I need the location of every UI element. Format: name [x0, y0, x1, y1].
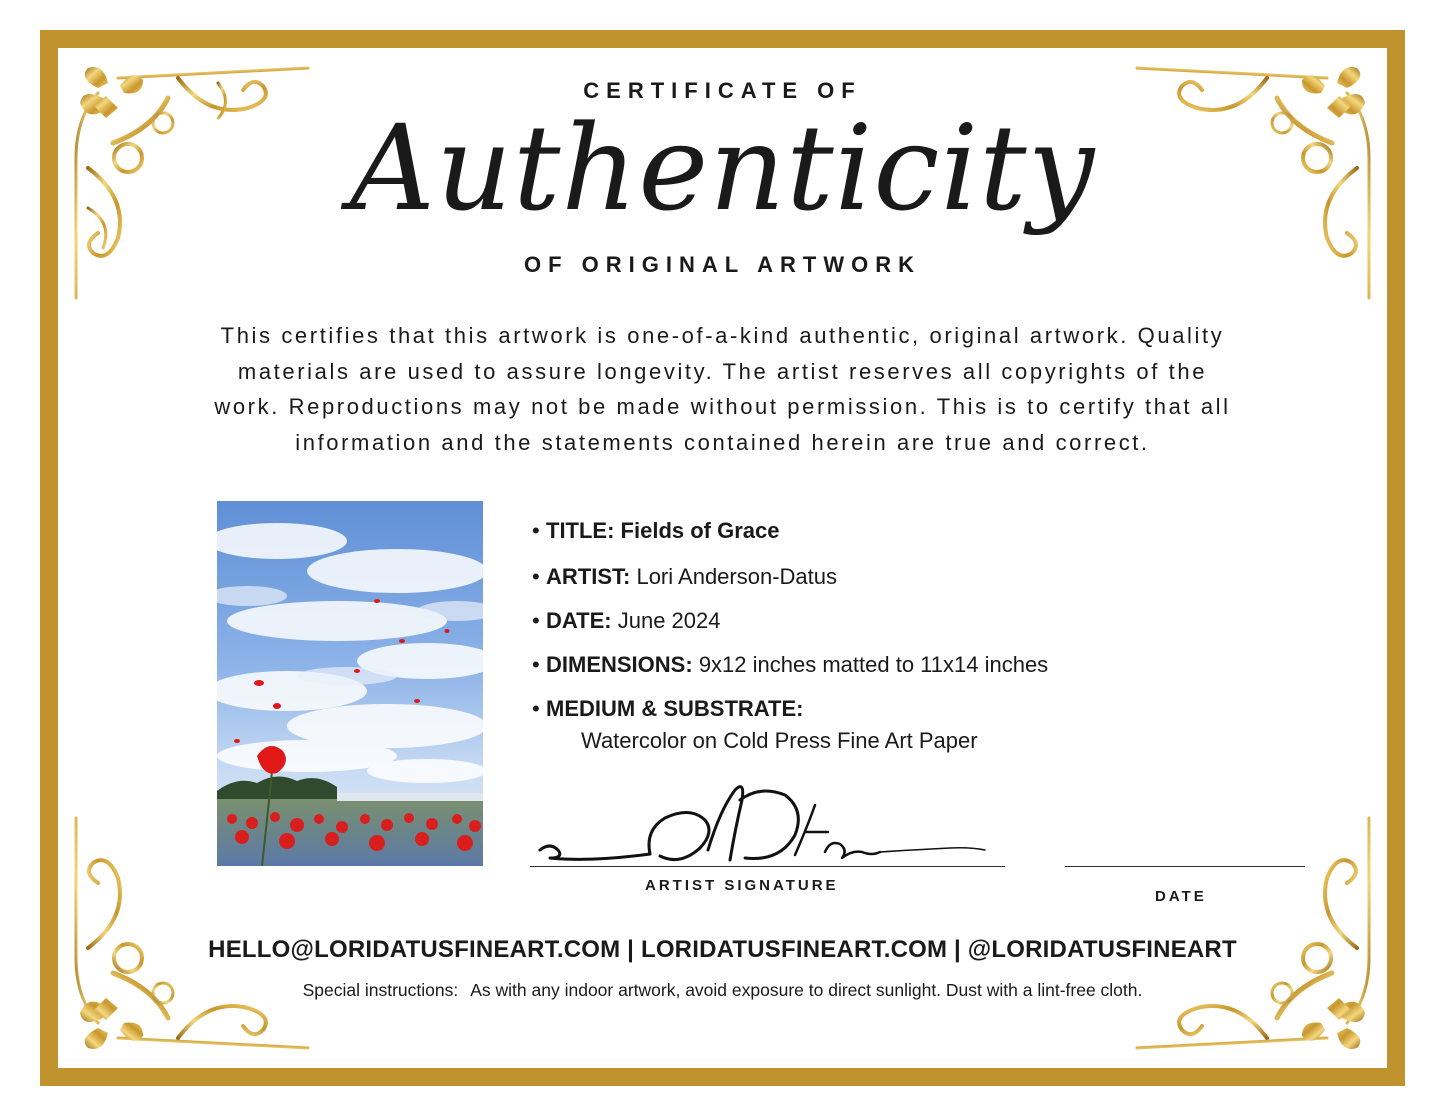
detail-dimensions-label: DIMENSIONS: [546, 652, 693, 677]
detail-artist [532, 562, 1172, 592]
special-instructions-text: As with any indoor artwork, avoid exposure to direct sunlight. Dust with a lint-free cloth. [470, 980, 1143, 1000]
artist-signature-image [530, 770, 1010, 875]
detail-artist-label: ARTIST: [546, 564, 631, 589]
certificate-heading-sub: OF ORIGINAL ARTWORK [524, 252, 921, 277]
detail-medium-value: Watercolor on Cold Press Fine Art Paper [581, 728, 978, 753]
artwork-image [217, 501, 483, 866]
detail-title [532, 516, 1172, 546]
statement-line: materials are used to assure longevity. The artist reserves all copyrights of the [237, 358, 1208, 384]
detail-medium-label: MEDIUM & SUBSTRATE: [546, 696, 804, 721]
gold-flourish-icon [1127, 778, 1387, 1068]
certification-statement [110, 318, 1335, 460]
special-instructions-label: Special instructions: [302, 980, 459, 1000]
statement-line: information and the statements contained herein are true and correct. [295, 429, 1150, 455]
certificate-heading-top: CERTIFICATE OF [583, 78, 862, 103]
statement-line: This certifies that this artwork is one-of-a-kind authentic, original artwork. Quality [220, 323, 1225, 348]
date-line [1065, 866, 1305, 867]
bullet: • [532, 518, 540, 543]
statement-line: work. Reproductions may not be made without permission. This is to certify that all [214, 394, 1231, 419]
detail-title-text: TITLE: Fields of Grace [546, 518, 780, 543]
special-instructions [0, 980, 1445, 1001]
certificate-heading-script: Authenticity [349, 99, 1096, 237]
detail-date-label: DATE: [546, 608, 612, 633]
detail-medium [532, 694, 1172, 724]
date-label: DATE [1155, 888, 1207, 905]
contact-info: HELLO@LORIDATUSFINEART.COM | LORIDATUSFINEART.COM | @LORIDATUSFINEART [208, 936, 1237, 963]
detail-artist-value: Lori Anderson-Datus [636, 564, 838, 589]
detail-date [532, 606, 1172, 636]
bullet: • [532, 696, 540, 721]
bullet: • [532, 564, 540, 589]
artwork-details [532, 516, 1172, 753]
artist-signature-label: ARTIST SIGNATURE [645, 877, 839, 894]
bullet: • [532, 608, 540, 633]
detail-date-value: June 2024 [617, 608, 721, 633]
detail-dimensions [532, 650, 1172, 680]
detail-dimensions-value: 9x12 inches matted to 11x14 inches [698, 652, 1049, 677]
bullet: • [532, 652, 540, 677]
signature-line [530, 866, 1005, 867]
